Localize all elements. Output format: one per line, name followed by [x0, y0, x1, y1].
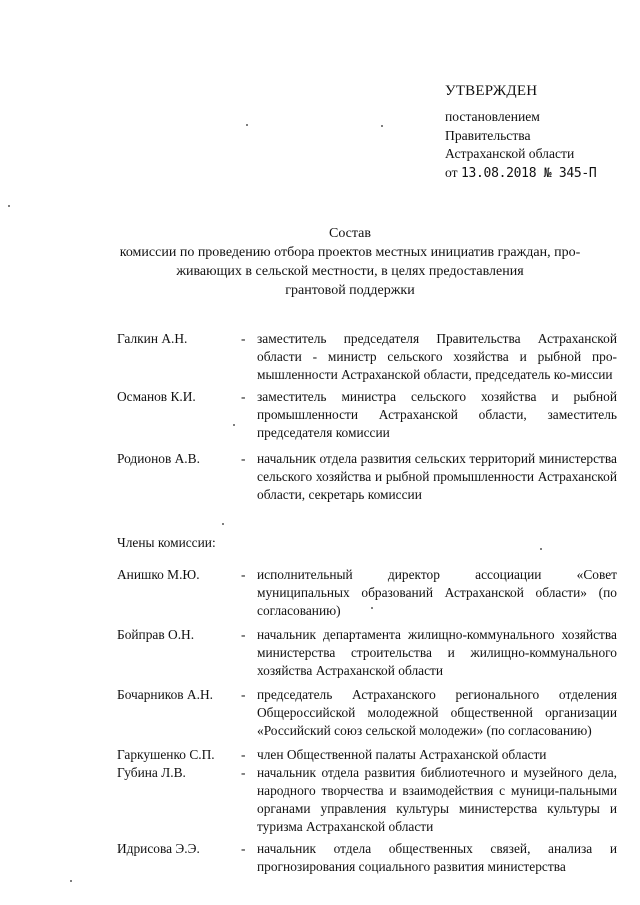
member-dash: -	[241, 841, 246, 856]
member-description: исполнительный директор ассоциации «Совет муниципальных образований Астраханской области» (по согласованию)	[257, 567, 617, 618]
member-description: заместитель министра сельского хозяйства и рыбной промышленности Астраханской области, заместитель председателя комиссии	[257, 389, 617, 440]
member-dash: -	[241, 765, 246, 780]
member-dash: -	[241, 567, 246, 582]
member-dash: -	[241, 389, 246, 404]
scan-speck	[8, 205, 10, 207]
members-list	[117, 566, 617, 876]
leadership-list	[117, 330, 617, 504]
member-name: Гаркушенко С.П.	[117, 747, 215, 762]
member-row	[117, 686, 617, 740]
scan-speck	[246, 124, 248, 126]
scan-speck	[70, 880, 72, 882]
members-label: Члены комиссии:	[117, 535, 216, 550]
leadership-row	[117, 330, 617, 384]
member-dash: -	[241, 451, 246, 466]
member-description: член Общественной палаты Астраханской области	[257, 747, 547, 762]
member-name: Галкин А.Н.	[117, 331, 188, 346]
approval-date-prefix: от	[445, 164, 458, 180]
leadership-row	[117, 388, 617, 442]
member-name: Губина Л.В.	[117, 765, 186, 780]
document-subtitle-line-1: комиссии по проведению отбора проектов местных инициатив граждан, про-	[119, 245, 581, 260]
scan-speck	[381, 125, 383, 127]
member-dash: -	[241, 687, 246, 702]
member-name: Анишко М.Ю.	[117, 567, 200, 582]
member-row	[117, 764, 617, 836]
member-name: Османов К.И.	[117, 389, 196, 404]
document-title: Состав	[328, 226, 371, 241]
approval-date-line	[445, 164, 635, 184]
member-dash: -	[241, 627, 246, 642]
member-description: начальник отдела общественных связей, анализа и прогнозирования социального развития министерства	[257, 841, 617, 874]
member-row	[117, 746, 617, 764]
document-subtitle-line-3: грантовой поддержки	[285, 283, 415, 298]
scan-speck	[233, 424, 235, 426]
member-dash: -	[241, 331, 246, 346]
approval-line-3: Астраханской области	[445, 146, 575, 161]
approval-line-1: постановлением	[445, 109, 540, 124]
member-dash: -	[241, 747, 246, 762]
member-name: Идрисова Э.Э.	[117, 841, 200, 856]
leadership-row	[117, 450, 617, 504]
scan-speck	[371, 607, 373, 609]
member-row	[117, 626, 617, 680]
approval-title: УТВЕРЖДЕН	[445, 83, 538, 99]
member-row	[117, 840, 617, 876]
member-row	[117, 566, 617, 620]
scan-speck	[540, 548, 542, 550]
member-description: начальник отдела развития библиотечного и музейного дела, народного творчества и взаимодействия с муници-пальными органами управления культуры министерства культуры и туризма Астраханской области	[257, 765, 617, 834]
member-description: председатель Астраханского регионального отделения Общероссийской молодежной общественной организации «Российский союз сельской молодежи» (по согласованию)	[257, 687, 617, 738]
member-description: заместитель председателя Правительства Астраханской области - министр сельского хозяйства и рыбной про-мышленности Астраханской области, председатель ко-миссии	[257, 331, 617, 382]
member-description: начальник департамента жилищно-коммунального хозяйства министерства строительства и жилищно-коммунального хозяйства Астраханской области	[257, 627, 617, 678]
scan-speck	[222, 523, 224, 525]
document-heading	[95, 224, 605, 300]
approval-line-2: Правительства	[445, 127, 531, 143]
member-description: начальник отдела развития сельских территорий министерства сельского хозяйства и рыбной промышленности Астраханской области, секретарь комиссии	[257, 451, 617, 502]
document-subtitle-line-2: живающих в сельской местности, в целях предоставления	[176, 264, 524, 279]
approval-date-number: 13.08.2018 № 345-П	[460, 165, 597, 181]
member-name: Родионов А.В.	[117, 451, 200, 466]
member-name: Бочарников А.Н.	[117, 687, 213, 702]
approval-block	[445, 82, 635, 183]
member-name: Бойправ О.Н.	[117, 627, 195, 642]
